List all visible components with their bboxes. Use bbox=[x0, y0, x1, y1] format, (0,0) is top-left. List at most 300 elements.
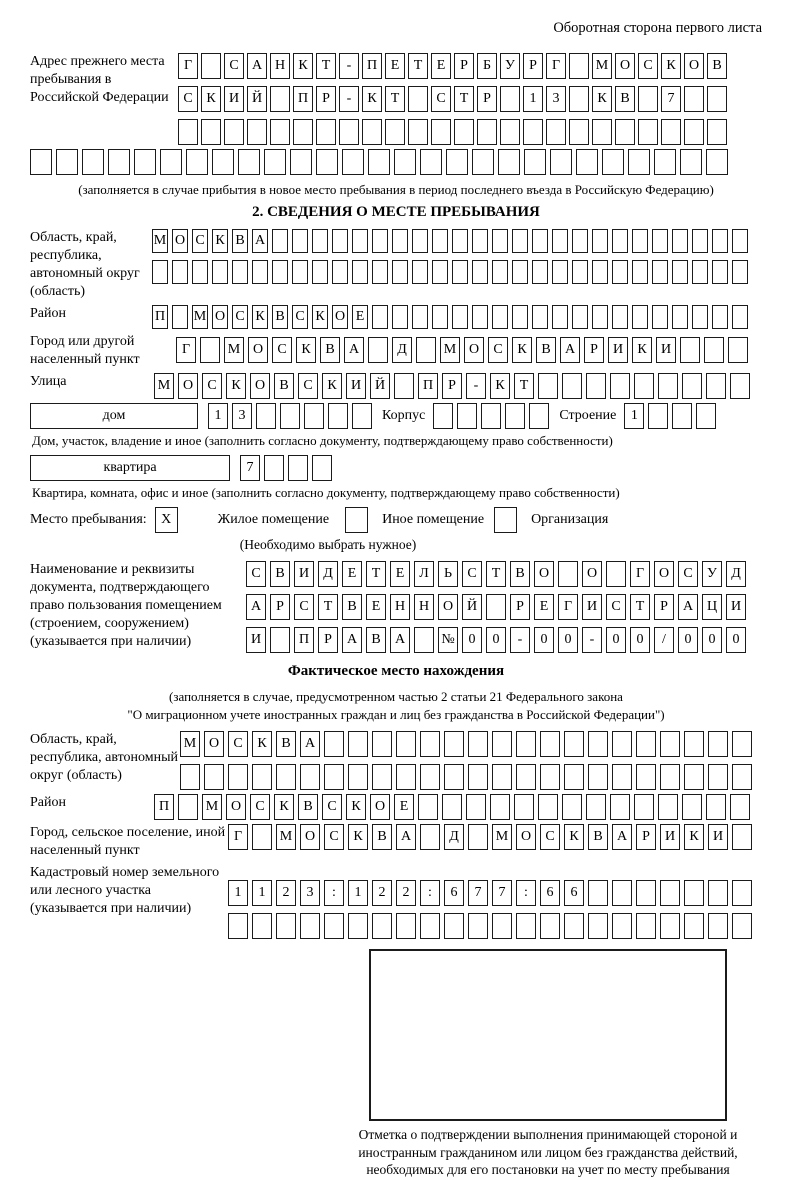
char-cell[interactable] bbox=[178, 119, 198, 145]
char-cell[interactable] bbox=[672, 403, 692, 429]
char-cell[interactable] bbox=[634, 373, 654, 399]
char-cell[interactable] bbox=[532, 305, 548, 329]
char-cell[interactable] bbox=[500, 86, 520, 112]
char-cell[interactable] bbox=[680, 337, 700, 363]
char-cell[interactable]: А bbox=[342, 627, 362, 653]
char-cell[interactable]: 0 bbox=[486, 627, 506, 653]
char-cell[interactable] bbox=[636, 913, 656, 939]
char-cell[interactable]: - bbox=[339, 86, 359, 112]
char-cell[interactable]: О bbox=[516, 824, 536, 850]
char-cell[interactable] bbox=[712, 229, 728, 253]
char-cell[interactable] bbox=[312, 260, 328, 284]
char-cell[interactable]: С bbox=[324, 824, 344, 850]
char-cell[interactable] bbox=[452, 260, 468, 284]
char-cell[interactable] bbox=[704, 337, 724, 363]
char-cell[interactable]: А bbox=[252, 229, 268, 253]
char-cell[interactable]: О bbox=[178, 373, 198, 399]
char-cell[interactable]: И bbox=[726, 594, 746, 620]
char-cell[interactable] bbox=[612, 229, 628, 253]
char-cell[interactable] bbox=[498, 149, 520, 175]
char-cell[interactable] bbox=[706, 794, 726, 820]
char-cell[interactable]: О bbox=[534, 561, 554, 587]
char-cell[interactable] bbox=[661, 119, 681, 145]
char-cell[interactable]: К bbox=[274, 794, 294, 820]
char-cell[interactable] bbox=[472, 149, 494, 175]
char-cell[interactable] bbox=[312, 229, 328, 253]
char-cell[interactable]: 0 bbox=[462, 627, 482, 653]
char-cell[interactable] bbox=[592, 260, 608, 284]
char-cell[interactable] bbox=[588, 880, 608, 906]
char-cell[interactable]: О bbox=[226, 794, 246, 820]
char-cell[interactable]: Е bbox=[352, 305, 368, 329]
char-cell[interactable]: : bbox=[324, 880, 344, 906]
char-cell[interactable]: Е bbox=[394, 794, 414, 820]
char-cell[interactable] bbox=[288, 455, 308, 481]
char-cell[interactable]: К bbox=[296, 337, 316, 363]
char-cell[interactable]: О bbox=[332, 305, 348, 329]
char-cell[interactable] bbox=[392, 260, 408, 284]
char-cell[interactable] bbox=[516, 731, 536, 757]
char-cell[interactable]: - bbox=[466, 373, 486, 399]
char-cell[interactable]: 6 bbox=[564, 880, 584, 906]
char-cell[interactable] bbox=[481, 403, 501, 429]
char-cell[interactable] bbox=[412, 229, 428, 253]
char-cell[interactable] bbox=[707, 119, 727, 145]
char-cell[interactable] bbox=[492, 260, 508, 284]
char-cell[interactable] bbox=[152, 260, 168, 284]
char-cell[interactable] bbox=[328, 403, 348, 429]
char-cell[interactable]: Й bbox=[247, 86, 267, 112]
char-cell[interactable] bbox=[290, 149, 312, 175]
char-cell[interactable]: И bbox=[224, 86, 244, 112]
char-cell[interactable]: В bbox=[588, 824, 608, 850]
char-cell[interactable]: О bbox=[172, 229, 188, 253]
char-cell[interactable] bbox=[178, 794, 198, 820]
char-cell[interactable] bbox=[264, 149, 286, 175]
char-cell[interactable] bbox=[372, 305, 388, 329]
char-cell[interactable]: О bbox=[582, 561, 602, 587]
char-cell[interactable] bbox=[524, 149, 546, 175]
char-cell[interactable]: С bbox=[298, 373, 318, 399]
char-cell[interactable] bbox=[212, 149, 234, 175]
char-cell[interactable]: А bbox=[396, 824, 416, 850]
char-cell[interactable] bbox=[192, 260, 208, 284]
char-cell[interactable] bbox=[30, 149, 52, 175]
char-cell[interactable] bbox=[293, 119, 313, 145]
char-cell[interactable] bbox=[732, 880, 752, 906]
char-cell[interactable]: Р bbox=[442, 373, 462, 399]
char-cell[interactable]: - bbox=[339, 53, 359, 79]
char-cell[interactable]: Н bbox=[390, 594, 410, 620]
char-cell[interactable] bbox=[569, 53, 589, 79]
char-cell[interactable]: М bbox=[440, 337, 460, 363]
char-cell[interactable] bbox=[564, 764, 584, 790]
char-cell[interactable] bbox=[160, 149, 182, 175]
char-cell[interactable] bbox=[372, 731, 392, 757]
char-cell[interactable]: О bbox=[464, 337, 484, 363]
char-cell[interactable] bbox=[201, 119, 221, 145]
char-cell[interactable] bbox=[468, 913, 488, 939]
char-cell[interactable] bbox=[492, 305, 508, 329]
char-cell[interactable] bbox=[180, 764, 200, 790]
char-cell[interactable] bbox=[732, 764, 752, 790]
char-cell[interactable] bbox=[420, 764, 440, 790]
char-cell[interactable]: Й bbox=[370, 373, 390, 399]
char-cell[interactable] bbox=[433, 403, 453, 429]
char-cell[interactable] bbox=[516, 913, 536, 939]
char-cell[interactable] bbox=[304, 403, 324, 429]
char-cell[interactable] bbox=[638, 86, 658, 112]
char-cell[interactable] bbox=[352, 229, 368, 253]
char-cell[interactable]: В bbox=[320, 337, 340, 363]
char-cell[interactable] bbox=[588, 731, 608, 757]
char-cell[interactable]: И bbox=[294, 561, 314, 587]
char-cell[interactable]: М bbox=[276, 824, 296, 850]
char-cell[interactable] bbox=[186, 149, 208, 175]
char-cell[interactable]: С bbox=[294, 594, 314, 620]
char-cell[interactable] bbox=[394, 149, 416, 175]
char-cell[interactable] bbox=[523, 119, 543, 145]
char-cell[interactable]: 0 bbox=[558, 627, 578, 653]
char-cell[interactable]: А bbox=[344, 337, 364, 363]
char-cell[interactable] bbox=[588, 764, 608, 790]
char-cell[interactable] bbox=[660, 731, 680, 757]
char-cell[interactable] bbox=[569, 86, 589, 112]
char-cell[interactable]: 0 bbox=[726, 627, 746, 653]
char-cell[interactable] bbox=[562, 373, 582, 399]
char-cell[interactable] bbox=[420, 731, 440, 757]
char-cell[interactable] bbox=[708, 764, 728, 790]
char-cell[interactable] bbox=[654, 149, 676, 175]
char-cell[interactable] bbox=[300, 764, 320, 790]
char-cell[interactable] bbox=[572, 305, 588, 329]
char-cell[interactable] bbox=[602, 149, 624, 175]
char-cell[interactable] bbox=[672, 260, 688, 284]
char-cell[interactable] bbox=[505, 403, 525, 429]
char-cell[interactable] bbox=[134, 149, 156, 175]
char-cell[interactable] bbox=[342, 149, 364, 175]
char-cell[interactable] bbox=[444, 731, 464, 757]
char-cell[interactable]: - bbox=[510, 627, 530, 653]
char-cell[interactable] bbox=[348, 913, 368, 939]
char-cell[interactable] bbox=[408, 119, 428, 145]
char-cell[interactable] bbox=[632, 305, 648, 329]
char-cell[interactable] bbox=[444, 764, 464, 790]
char-cell[interactable]: С bbox=[606, 594, 626, 620]
char-cell[interactable] bbox=[692, 305, 708, 329]
char-cell[interactable] bbox=[270, 119, 290, 145]
char-cell[interactable] bbox=[212, 260, 228, 284]
char-cell[interactable]: И bbox=[346, 373, 366, 399]
char-cell[interactable] bbox=[392, 229, 408, 253]
char-cell[interactable] bbox=[730, 794, 750, 820]
char-cell[interactable]: В bbox=[372, 824, 392, 850]
char-cell[interactable] bbox=[232, 260, 248, 284]
char-cell[interactable] bbox=[732, 913, 752, 939]
char-cell[interactable] bbox=[660, 880, 680, 906]
char-cell[interactable] bbox=[348, 764, 368, 790]
char-cell[interactable]: М bbox=[180, 731, 200, 757]
char-cell[interactable]: К bbox=[592, 86, 612, 112]
char-cell[interactable]: К bbox=[201, 86, 221, 112]
char-cell[interactable]: Т bbox=[408, 53, 428, 79]
char-cell[interactable] bbox=[396, 913, 416, 939]
char-cell[interactable]: Г bbox=[178, 53, 198, 79]
char-cell[interactable] bbox=[444, 913, 464, 939]
char-cell[interactable]: Р bbox=[584, 337, 604, 363]
char-cell[interactable]: Т bbox=[630, 594, 650, 620]
char-cell[interactable]: Л bbox=[414, 561, 434, 587]
char-cell[interactable] bbox=[472, 305, 488, 329]
char-cell[interactable] bbox=[446, 149, 468, 175]
char-cell[interactable] bbox=[316, 119, 336, 145]
char-cell[interactable] bbox=[394, 373, 414, 399]
char-cell[interactable] bbox=[708, 880, 728, 906]
char-cell[interactable]: Р bbox=[510, 594, 530, 620]
char-cell[interactable]: 1 bbox=[523, 86, 543, 112]
char-cell[interactable]: Р bbox=[316, 86, 336, 112]
char-cell[interactable] bbox=[280, 403, 300, 429]
char-cell[interactable]: Р bbox=[454, 53, 474, 79]
char-cell[interactable]: В bbox=[510, 561, 530, 587]
char-cell[interactable] bbox=[292, 229, 308, 253]
char-cell[interactable]: 7 bbox=[492, 880, 512, 906]
char-cell[interactable] bbox=[468, 731, 488, 757]
char-cell[interactable] bbox=[468, 764, 488, 790]
char-cell[interactable] bbox=[564, 913, 584, 939]
char-cell[interactable]: К bbox=[512, 337, 532, 363]
char-cell[interactable] bbox=[362, 119, 382, 145]
char-cell[interactable] bbox=[276, 913, 296, 939]
char-cell[interactable]: Р bbox=[270, 594, 290, 620]
char-cell[interactable]: Г bbox=[630, 561, 650, 587]
char-cell[interactable] bbox=[472, 260, 488, 284]
char-cell[interactable] bbox=[712, 260, 728, 284]
char-cell[interactable]: 7 bbox=[468, 880, 488, 906]
char-cell[interactable] bbox=[339, 119, 359, 145]
char-cell[interactable]: 0 bbox=[678, 627, 698, 653]
char-cell[interactable] bbox=[682, 373, 702, 399]
char-cell[interactable] bbox=[432, 305, 448, 329]
char-cell[interactable] bbox=[628, 149, 650, 175]
char-cell[interactable]: С bbox=[246, 561, 266, 587]
char-cell[interactable]: О bbox=[212, 305, 228, 329]
char-cell[interactable] bbox=[432, 260, 448, 284]
char-cell[interactable] bbox=[708, 913, 728, 939]
char-cell[interactable]: С bbox=[202, 373, 222, 399]
char-cell[interactable] bbox=[684, 731, 704, 757]
char-cell[interactable]: С bbox=[292, 305, 308, 329]
char-cell[interactable]: Т bbox=[316, 53, 336, 79]
char-cell[interactable]: В bbox=[272, 305, 288, 329]
char-cell[interactable] bbox=[466, 794, 486, 820]
char-cell[interactable] bbox=[452, 305, 468, 329]
char-cell[interactable] bbox=[684, 764, 704, 790]
char-cell[interactable]: К bbox=[322, 373, 342, 399]
char-cell[interactable] bbox=[200, 337, 220, 363]
char-cell[interactable]: А bbox=[560, 337, 580, 363]
char-cell[interactable]: О bbox=[684, 53, 704, 79]
char-cell[interactable] bbox=[558, 561, 578, 587]
char-cell[interactable] bbox=[532, 260, 548, 284]
char-cell[interactable] bbox=[56, 149, 78, 175]
char-cell[interactable]: Д bbox=[392, 337, 412, 363]
char-cell[interactable] bbox=[707, 86, 727, 112]
char-cell[interactable]: 6 bbox=[540, 880, 560, 906]
char-cell[interactable]: О bbox=[654, 561, 674, 587]
char-cell[interactable]: Г bbox=[228, 824, 248, 850]
char-cell[interactable]: В bbox=[366, 627, 386, 653]
char-cell[interactable] bbox=[228, 913, 248, 939]
char-cell[interactable] bbox=[658, 373, 678, 399]
char-cell[interactable] bbox=[442, 794, 462, 820]
char-cell[interactable] bbox=[392, 305, 408, 329]
char-cell[interactable] bbox=[615, 119, 635, 145]
char-cell[interactable]: Е bbox=[534, 594, 554, 620]
char-cell[interactable] bbox=[396, 764, 416, 790]
inoe-checkbox[interactable] bbox=[345, 507, 368, 533]
char-cell[interactable] bbox=[672, 229, 688, 253]
char-cell[interactable]: К bbox=[661, 53, 681, 79]
char-cell[interactable] bbox=[592, 229, 608, 253]
char-cell[interactable]: 2 bbox=[396, 880, 416, 906]
char-cell[interactable] bbox=[586, 373, 606, 399]
char-cell[interactable]: 2 bbox=[276, 880, 296, 906]
char-cell[interactable]: Т bbox=[318, 594, 338, 620]
char-cell[interactable] bbox=[680, 149, 702, 175]
char-cell[interactable]: К bbox=[362, 86, 382, 112]
char-cell[interactable]: М bbox=[202, 794, 222, 820]
char-cell[interactable] bbox=[372, 764, 392, 790]
char-cell[interactable]: А bbox=[300, 731, 320, 757]
char-cell[interactable] bbox=[684, 913, 704, 939]
char-cell[interactable] bbox=[634, 794, 654, 820]
char-cell[interactable]: И bbox=[708, 824, 728, 850]
char-cell[interactable]: 0 bbox=[534, 627, 554, 653]
char-cell[interactable]: К bbox=[252, 731, 272, 757]
char-cell[interactable]: № bbox=[438, 627, 458, 653]
char-cell[interactable]: И bbox=[656, 337, 676, 363]
char-cell[interactable]: П bbox=[362, 53, 382, 79]
char-cell[interactable]: Ь bbox=[438, 561, 458, 587]
char-cell[interactable] bbox=[324, 731, 344, 757]
char-cell[interactable] bbox=[368, 337, 388, 363]
char-cell[interactable]: С bbox=[678, 561, 698, 587]
char-cell[interactable]: Т bbox=[366, 561, 386, 587]
char-cell[interactable]: П bbox=[418, 373, 438, 399]
char-cell[interactable]: 1 bbox=[252, 880, 272, 906]
char-cell[interactable]: А bbox=[246, 594, 266, 620]
char-cell[interactable] bbox=[224, 119, 244, 145]
char-cell[interactable] bbox=[412, 305, 428, 329]
char-cell[interactable]: Т bbox=[486, 561, 506, 587]
char-cell[interactable] bbox=[612, 260, 628, 284]
char-cell[interactable] bbox=[272, 260, 288, 284]
char-cell[interactable] bbox=[732, 305, 748, 329]
char-cell[interactable] bbox=[696, 403, 716, 429]
char-cell[interactable]: О bbox=[370, 794, 390, 820]
char-cell[interactable] bbox=[352, 403, 372, 429]
char-cell[interactable] bbox=[492, 764, 512, 790]
char-cell[interactable]: С bbox=[232, 305, 248, 329]
char-cell[interactable]: А bbox=[247, 53, 267, 79]
char-cell[interactable]: Г bbox=[546, 53, 566, 79]
char-cell[interactable] bbox=[562, 794, 582, 820]
char-cell[interactable]: П bbox=[294, 627, 314, 653]
char-cell[interactable] bbox=[352, 260, 368, 284]
char-cell[interactable] bbox=[82, 149, 104, 175]
char-cell[interactable] bbox=[457, 403, 477, 429]
char-cell[interactable] bbox=[572, 260, 588, 284]
char-cell[interactable] bbox=[252, 764, 272, 790]
char-cell[interactable] bbox=[732, 229, 748, 253]
char-cell[interactable]: О bbox=[248, 337, 268, 363]
char-cell[interactable] bbox=[529, 403, 549, 429]
char-cell[interactable] bbox=[247, 119, 267, 145]
char-cell[interactable]: О bbox=[250, 373, 270, 399]
char-cell[interactable] bbox=[516, 764, 536, 790]
char-cell[interactable] bbox=[492, 731, 512, 757]
char-cell[interactable] bbox=[552, 260, 568, 284]
char-cell[interactable]: К bbox=[632, 337, 652, 363]
char-cell[interactable]: И bbox=[660, 824, 680, 850]
char-cell[interactable] bbox=[684, 86, 704, 112]
char-cell[interactable] bbox=[732, 731, 752, 757]
char-cell[interactable]: В bbox=[270, 561, 290, 587]
char-cell[interactable] bbox=[408, 86, 428, 112]
char-cell[interactable]: У bbox=[702, 561, 722, 587]
char-cell[interactable] bbox=[712, 305, 728, 329]
char-cell[interactable]: К bbox=[684, 824, 704, 850]
char-cell[interactable]: К bbox=[293, 53, 313, 79]
char-cell[interactable] bbox=[414, 627, 434, 653]
char-cell[interactable] bbox=[532, 229, 548, 253]
char-cell[interactable] bbox=[606, 561, 626, 587]
char-cell[interactable]: С bbox=[431, 86, 451, 112]
char-cell[interactable]: Е bbox=[385, 53, 405, 79]
char-cell[interactable] bbox=[610, 373, 630, 399]
char-cell[interactable] bbox=[270, 627, 290, 653]
char-cell[interactable]: А bbox=[390, 627, 410, 653]
char-cell[interactable] bbox=[420, 824, 440, 850]
char-cell[interactable] bbox=[385, 119, 405, 145]
char-cell[interactable]: О bbox=[615, 53, 635, 79]
organizaciya-checkbox[interactable] bbox=[494, 507, 517, 533]
char-cell[interactable]: С bbox=[322, 794, 342, 820]
char-cell[interactable]: К bbox=[490, 373, 510, 399]
char-cell[interactable] bbox=[546, 119, 566, 145]
char-cell[interactable] bbox=[612, 305, 628, 329]
char-cell[interactable]: М bbox=[192, 305, 208, 329]
char-cell[interactable] bbox=[312, 455, 332, 481]
char-cell[interactable]: П bbox=[154, 794, 174, 820]
char-cell[interactable]: С bbox=[462, 561, 482, 587]
char-cell[interactable] bbox=[204, 764, 224, 790]
char-cell[interactable] bbox=[270, 86, 290, 112]
char-cell[interactable] bbox=[564, 731, 584, 757]
char-cell[interactable] bbox=[660, 913, 680, 939]
char-cell[interactable] bbox=[420, 149, 442, 175]
char-cell[interactable] bbox=[512, 260, 528, 284]
char-cell[interactable] bbox=[500, 119, 520, 145]
char-cell[interactable]: С bbox=[540, 824, 560, 850]
char-cell[interactable] bbox=[592, 119, 612, 145]
char-cell[interactable]: А bbox=[678, 594, 698, 620]
char-cell[interactable]: М bbox=[492, 824, 512, 850]
char-cell[interactable]: Е bbox=[366, 594, 386, 620]
char-cell[interactable]: С bbox=[250, 794, 270, 820]
char-cell[interactable] bbox=[252, 824, 272, 850]
